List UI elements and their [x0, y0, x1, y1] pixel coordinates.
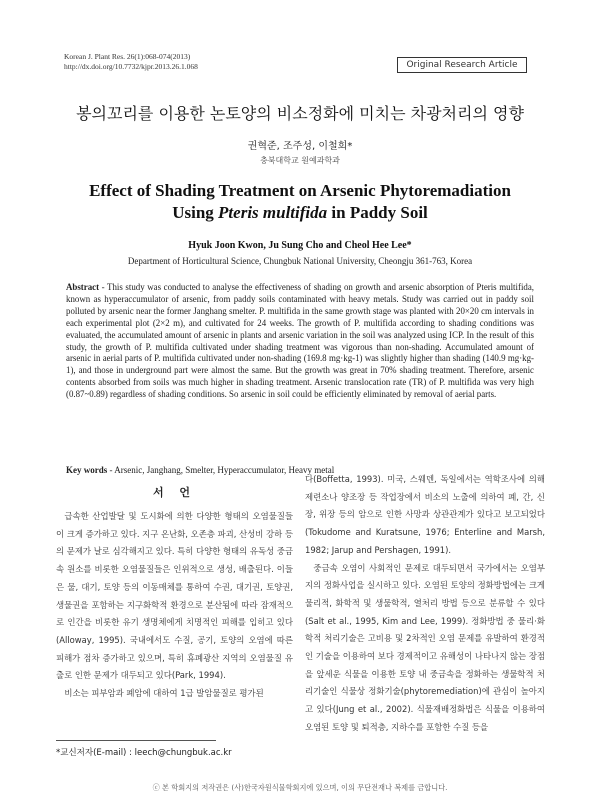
intro-paragraph: 중금속 오염이 사회적인 문제로 대두되면서 국가에서는 오염부지의 정화사업을 실시하고 있다. 오염된 토양의 정화방법에는 크게 물리적, 화학적 및 생물학적, 열처리 방법 등으로 분류할 수 있다(Salt et al., 1995, Kim and Lee, 1999). 정화방법 중 물리·화학적 처리기술은 고비용 및 2차적인 오염 문제를 유발하여 환경적인 기술을 이용하여 보다 경제적이고 유해성이 나타나지 않는 장점을 앞세운 식물을 이용한 토양 내 중금속을 정화하는 생물학적 처리기술인 식물상 정화기술(phytoremediation)에 관심이 높아지고 있다(Jung et al., 2002). 식물재배정화법은 식물을 이용하여 오염된 토양 및 퇴적층, 지하수를 포함한 수질 등을	[305, 562, 545, 732]
abstract-text: - This study was conducted to analyse the effectiveness of shading on growth and arsenic absorption of Pteris multifida, known as hyperaccumulator of arsenic, from paddy soils contaminated with heavy metals. Study was carried out in paddy soil polluted by arsenic near the former Janghang smelter. P. multifida in the same growth stage was planted with 20×20 cm intervals in each experimental plot (2×2 m), and cultivated for 24 weeks. The growth of P. multifida according to shading conditions was evaluated, the accumulated amount of arsenic in plants and arsenic variation in the soil was analyzed using ICP. In the result of this study, the growth of P. multifida cultivated under shading treatment was vigorous than non-shading. Accumulated amount of arsenic in aerial parts of P. multifida cultivated under non-shading (169.8 mg·kg-1) was slightly higher than shading (140.9 mg·kg-1), and those in underground part were almost the same. But the growth was great in 70% shading treatment. Therefore, arsenic contents absorbed from soils was much higher in shading treatment. Arsenic translocation rate (TR) of P. multifida was very high (0.87~0.89) regardless of shading conditions. So arsenic in soil could be efficiently eliminated by removal of aerial parts.	[66, 282, 534, 400]
korean-authors: 권혁준, 조주성, 이철희*	[247, 141, 353, 152]
english-authors: Hyuk Joon Kwon, Ju Sung Cho and Cheol Hee Lee*	[188, 240, 412, 251]
title-prefix: Using	[172, 203, 219, 222]
english-title-line1: Effect of Shading Treatment on Arsenic Phytoremadiation	[89, 181, 511, 200]
corresponding-author-footnote: *교신저자(E-mail) : leech@chungbuk.ac.kr	[56, 748, 232, 758]
korean-title: 봉의꼬리를 이용한 논토양의 비소정화에 미치는 차광처리의 영향	[76, 104, 524, 123]
intro-right-column	[305, 471, 545, 737]
english-title-line2	[0, 202, 600, 224]
keywords-text: - Arsenic, Janghang, Smelter, Hyperaccumulator, Heavy metal	[107, 465, 335, 475]
intro-paragraph: 비소는 피부암과 폐암에 대하여 1급 발암물질로 평가된	[64, 688, 264, 699]
title-suffix: in Paddy Soil	[327, 203, 428, 222]
korean-affiliation: 충북대학교 원예과학과	[260, 156, 340, 165]
english-affiliation: Department of Horticultural Science, Chungbuk National University, Cheongju 361-763, Korea	[127, 256, 473, 266]
english-title	[0, 180, 600, 224]
intro-left-column	[56, 508, 293, 703]
keywords-label: Key words	[66, 465, 108, 475]
journal-doi: http://dx.doi.org/10.7732/kjpr.2013.26.1.068	[64, 62, 198, 71]
intro-paragraph: 다(Boffetta, 1993). 미국, 스웨덴, 독일에서는 역학조사에 의해 제련소나 양조장 등 작업장에서 비소의 노출에 의하여 폐, 간, 신장, 위장 등의 암으로 인한 사망과 상관관계가 있다고 보고되었다(Tokudome and Kuratsune, 1976; Enterline and Marsh, 1982; Jarup and Pershagen, 1991).	[305, 474, 545, 555]
abstract	[66, 282, 534, 401]
intro-paragraph: 급속한 산업발달 및 도시화에 의한 다양한 형태의 오염물질들이 크게 증가하고 있다. 지구 온난화, 오존층 파괴, 산성비 강하 등의 문제가 날로 심각해지고 있다. 특히 다양한 형태의 유독성 중금속 원소를 비롯한 오염물질들은 인위적으로 생성, 배출된다. 이들은 물, 대기, 토양 등의 이동매체를 통하여 수권, 대기권, 토양권, 생물권을 포함하는 지구화학적 환경으로 분산됨에 따라 잠재적으로 인간을 비롯한 유기 생명체에게 치명적인 피해를 입히고 있다(Alloway, 1995). 국내에서도 수질, 공기, 토양의 오염에 따른 피해가 점차 증가하고 있으며, 특히 휴폐광산 지역의 오염물질 유출로 인한 문제가 대두되고 있다(Park, 1994).	[56, 511, 293, 681]
journal-citation: Korean J. Plant Res. 26(1):068-074(2013)	[64, 52, 191, 61]
section-heading-intro: 서 언	[152, 486, 197, 499]
abstract-label: Abstract	[66, 282, 100, 292]
article-type-badge: Original Research Article	[397, 57, 527, 73]
copyright-footer: ⓒ 본 학회지의 저작권은 (사)한국자원식물학회지에 있으며, 이의 무단전재나 복제를 금합니다.	[152, 783, 448, 792]
journal-header	[64, 52, 198, 72]
footnote-divider	[56, 740, 216, 741]
title-species: Pteris multifida	[218, 203, 328, 222]
